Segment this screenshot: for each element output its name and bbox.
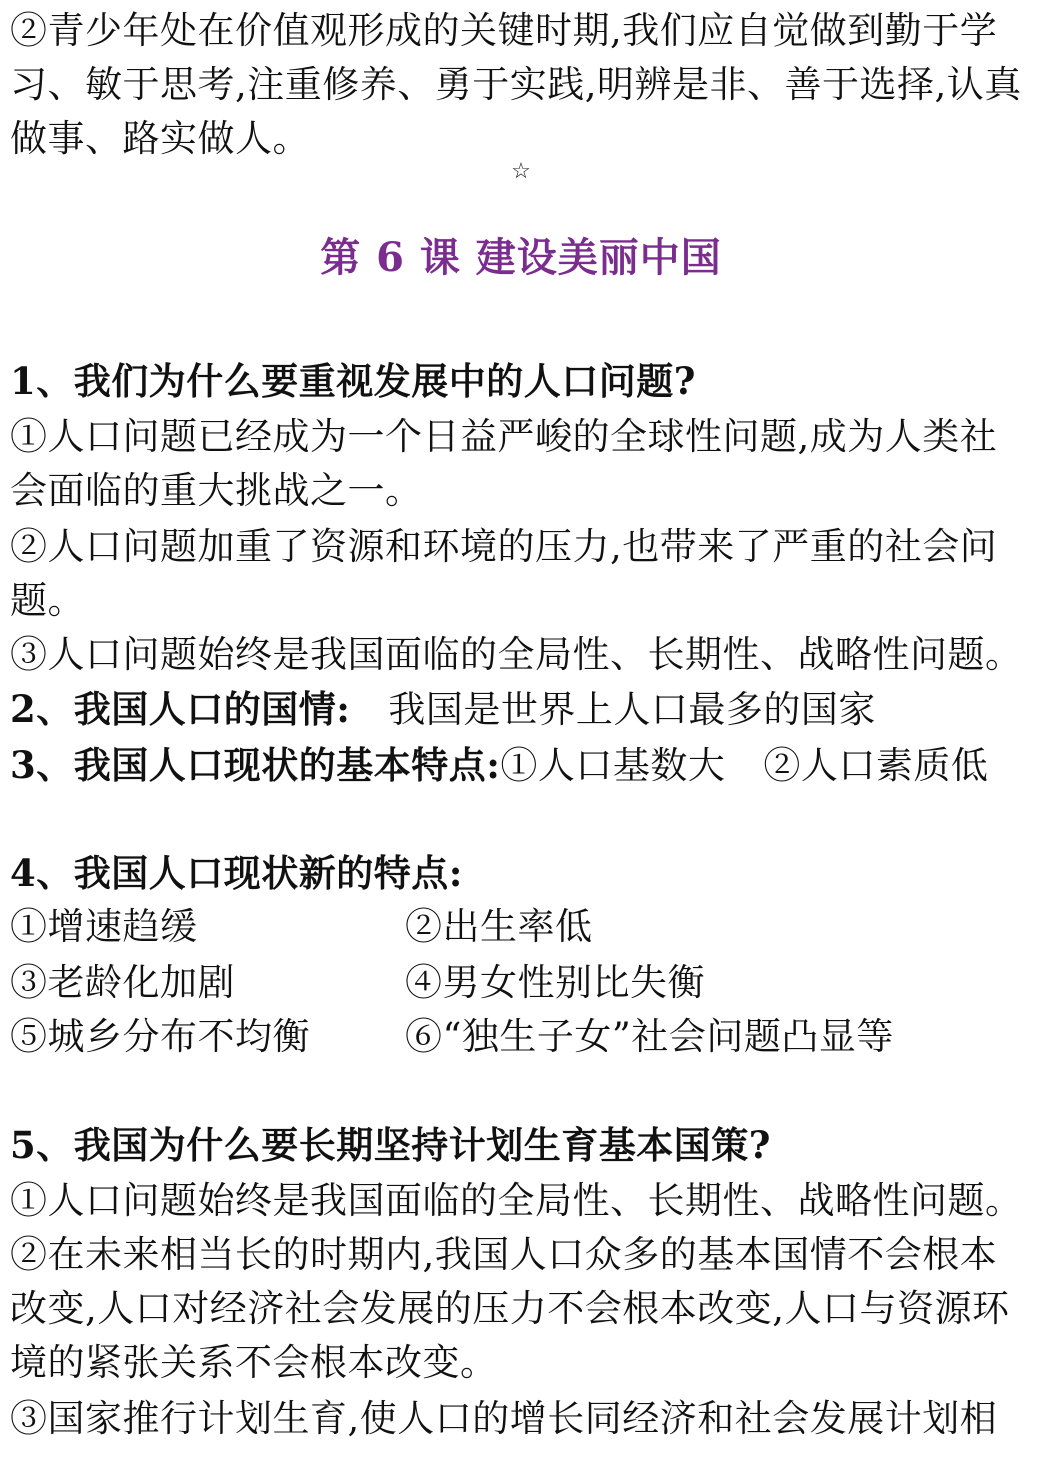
q2-answer: 我国是世界上人口最多的国家 (388, 688, 876, 731)
q4-item-2: ②出生率低 (405, 905, 593, 948)
q5-point-2-line-2: 改变,人口对经济社会发展的压力不会根本改变,人口与资源环 (10, 1287, 1010, 1330)
intro-line-3: 做事、路实做人。 (10, 117, 310, 160)
q4-item-1: ①增速趋缓 (10, 905, 198, 948)
q5-point-2-line-1: ②在未来相当长的时期内,我国人口众多的基本国情不会根本 (10, 1233, 998, 1276)
q4-heading: 4、我国人口现状新的特点: (10, 851, 463, 895)
q2-row (10, 682, 1034, 736)
lesson-title: 第 6 课 建设美丽中国 (320, 234, 722, 281)
q3-heading: 3、我国人口现状的基本特点: (10, 743, 501, 787)
q1-point-3-line-1: ③人口问题始终是我国面临的全局性、长期性、战略性问题。 (10, 633, 1023, 676)
q3-answer-1: ①人口基数大 (500, 744, 726, 787)
q1-point-1-line-2: 会面临的重大挑战之一。 (10, 469, 423, 512)
intro-line-1: ②青少年处在价值观形成的关键时期,我们应自觉做到勤于学 (10, 9, 998, 52)
q1-heading: 1、我们为什么要重视发展中的人口问题? (10, 359, 696, 403)
q3-row (10, 738, 1034, 792)
q1-point-2-line-1: ②人口问题加重了资源和环境的压力,也带来了严重的社会问 (10, 525, 998, 568)
q4-item-4: ④男女性别比失衡 (405, 961, 705, 1004)
q3-answer-2: ②人口素质低 (763, 744, 989, 787)
star-icon: ☆ (511, 159, 531, 184)
q5-point-2-line-3: 境的紧张关系不会根本改变。 (10, 1341, 498, 1384)
q5-point-1-line-1: ①人口问题始终是我国面临的全局性、长期性、战略性问题。 (10, 1179, 1023, 1222)
q1-point-2-line-2: 题。 (10, 579, 85, 622)
q2-heading: 2、我国人口的国情: (10, 687, 351, 731)
q4-item-6: ⑥“独生子女”社会问题凸显等 (405, 1015, 894, 1058)
q4-item-3: ③老龄化加剧 (10, 961, 235, 1004)
q4-item-5: ⑤城乡分布不均衡 (10, 1015, 310, 1058)
q1-point-1-line-1: ①人口问题已经成为一个日益严峻的全球性问题,成为人类社 (10, 415, 998, 458)
q5-point-3-line-1: ③国家推行计划生育,使人口的增长同经济和社会发展计划相 (10, 1397, 998, 1440)
q4-row-1 (10, 900, 1034, 954)
q4-row-2 (10, 956, 1034, 1010)
q4-row-3 (10, 1010, 1034, 1064)
intro-line-2: 习、敏于思考,注重修养、勇于实践,明辨是非、善于选择,认真 (10, 63, 1022, 106)
q5-heading: 5、我国为什么要长期坚持计划生育基本国策? (10, 1123, 771, 1167)
